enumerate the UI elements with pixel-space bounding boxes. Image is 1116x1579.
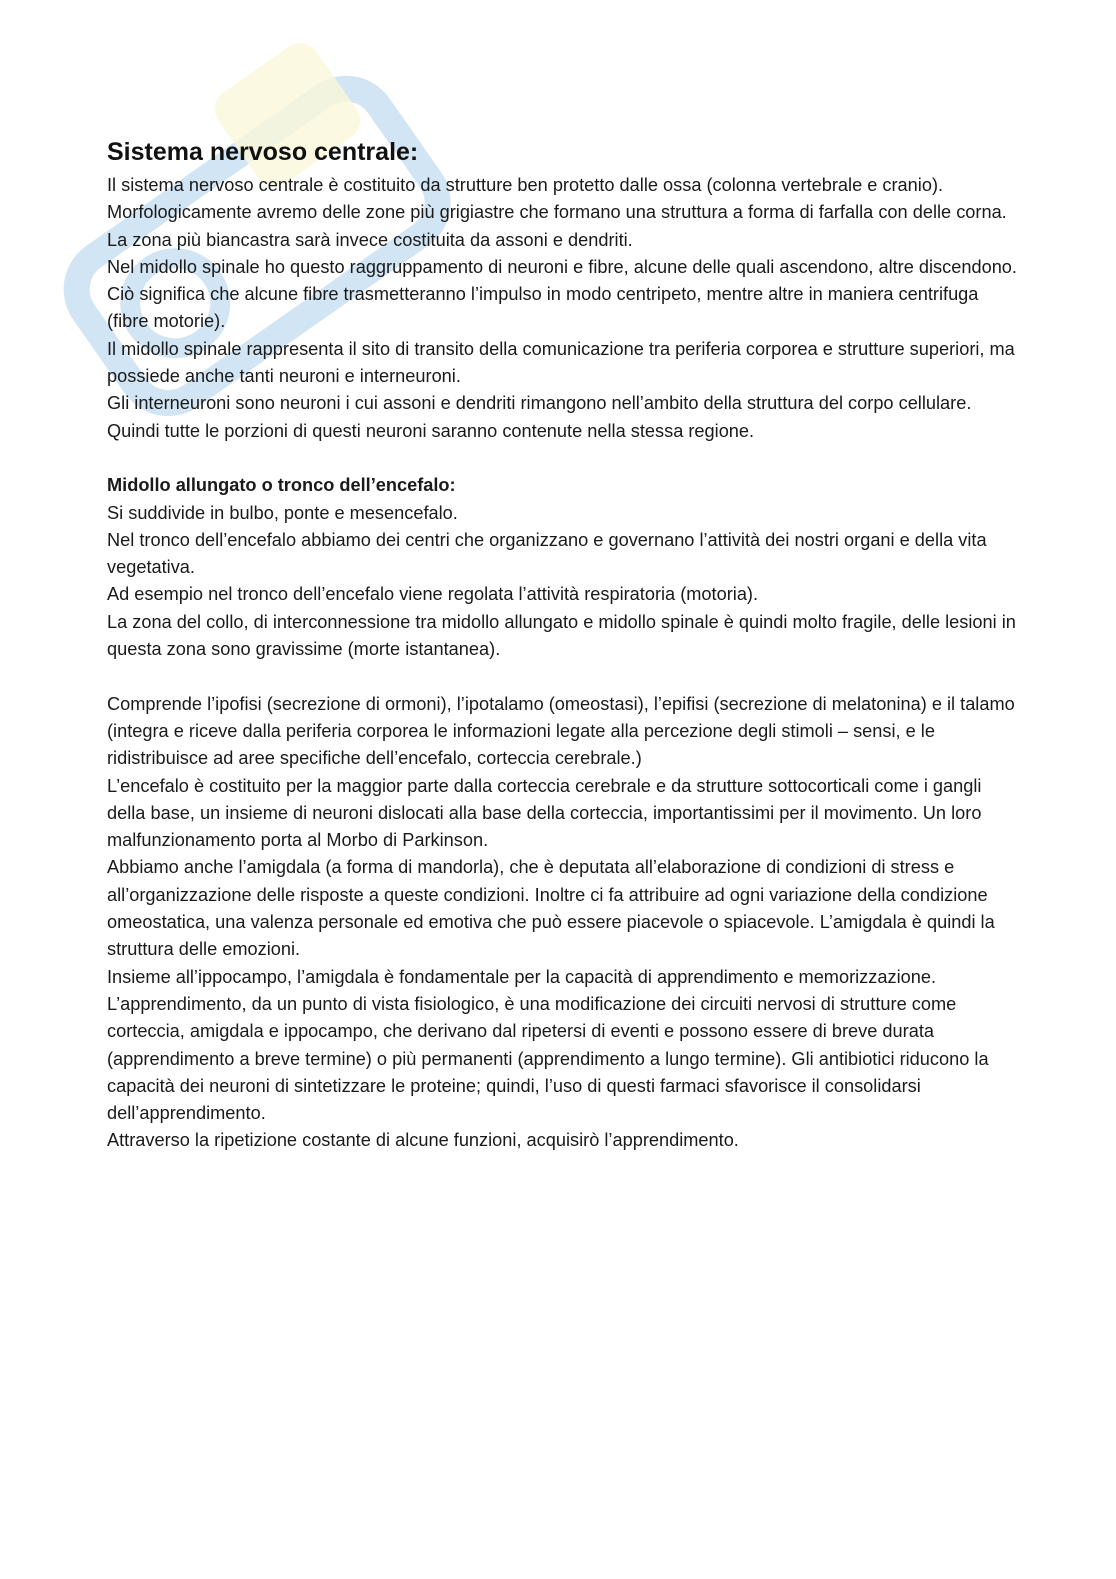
paragraph: Gli interneuroni sono neuroni i cui assoni e dendriti rimangono nell’ambito della struttura del corpo cellulare. Quindi tutte le porzioni di questi neuroni saranno contenute nella stessa regione. (107, 393, 972, 441)
paragraph: Nel midollo spinale ho questo raggruppamento di neuroni e fibre, alcune delle quali ascendono, altre discendono. Ciò significa che alcune fibre trasmetteranno l’impulso in modo centripeto, mentre altre in maniera centrifuga (fibre motorie). (107, 256, 1017, 332)
spacer (107, 663, 1017, 690)
paragraph: Attraverso la ripetizione costante di alcune funzioni, acquisirò l’apprendimento. (107, 1130, 739, 1151)
paragraph: Insieme all’ippocampo, l’amigdala è fondamentale per la capacità di apprendimento e memorizzazione. (107, 966, 937, 987)
paragraph: Si suddivide in bulbo, ponte e mesencefalo. (107, 502, 458, 523)
paragraph: Abbiamo anche l’amigdala (a forma di mandorla), che è deputata all’elaborazione di condizioni di stress e all’organizzazione delle risposte a queste condizioni. Inoltre ci fa attribuire ad ogni variazione della condizione omeostatica, una valenza personale ed emotiva che può essere piacevole o spiacevole. L’amigdala è quindi la struttura delle emozioni. (107, 857, 995, 960)
paragraph: La zona del collo, di interconnessione tra midollo allungato e midollo spinale è quindi molto fragile, delle lesioni in questa zona sono gravissime (morte istantanea). (107, 611, 1016, 660)
section-heading: Midollo allungato o tronco dell’encefalo: (107, 475, 456, 496)
paragraph: Il midollo spinale rappresenta il sito di transito della comunicazione tra periferia corporea e strutture superiori, ma possiede anche tanti neuroni e interneuroni. (107, 338, 1015, 387)
document-title: Sistema nervoso centrale: (107, 138, 419, 166)
paragraph: Nel tronco dell’encefalo abbiamo dei centri che organizzano e governano l’attività dei nostri organi e della vita vegetativa. (107, 529, 987, 578)
spacer (107, 445, 1017, 472)
document-page (107, 136, 1017, 1155)
paragraph: Il sistema nervoso centrale è costituito da strutture ben protetto dalle ossa (colonna vertebrale e cranio). Morfologicamente avremo delle zone più grigiastre che formano una struttura a forma di farfalla con delle corna. La zona più biancastra sarà invece costituita da assoni e dendriti. (107, 175, 1007, 250)
paragraph: L’apprendimento, da un punto di vista fisiologico, è una modificazione dei circuiti nervosi di strutture come corteccia, amigdala e ippocampo, che derivano dal ripetersi di eventi e possono essere di breve durata (apprendimento a breve termine) o più permanenti (apprendimento a lungo termine). Gli antibiotici riducono la capacità dei neuroni di sintetizzare le proteine; quindi, l’uso di questi farmaci sfavorisce il consolidarsi dell’apprendimento. (107, 993, 989, 1124)
paragraph: Comprende l’ipofisi (secrezione di ormoni), l’ipotalamo (omeostasi), l’epifisi (secrezione di melatonina) e il talamo (integra e riceve dalla periferia corporea le informazioni legate alla percezione degli stimoli – sensi, e le ridistribuisce ad aree specifiche dell’encefalo, corteccia cerebrale.) (107, 693, 1015, 769)
paragraph: L’encefalo è costituito per la maggior parte dalla corteccia cerebrale e da strutture sottocorticali come i gangli della base, un insieme di neuroni dislocati alla base della corteccia, importantissimi per il movimento. Un loro malfunzionamento porta al Morbo di Parkinson. (107, 775, 982, 851)
paragraph: Ad esempio nel tronco dell’encefalo viene regolata l’attività respiratoria (motoria). (107, 584, 759, 605)
